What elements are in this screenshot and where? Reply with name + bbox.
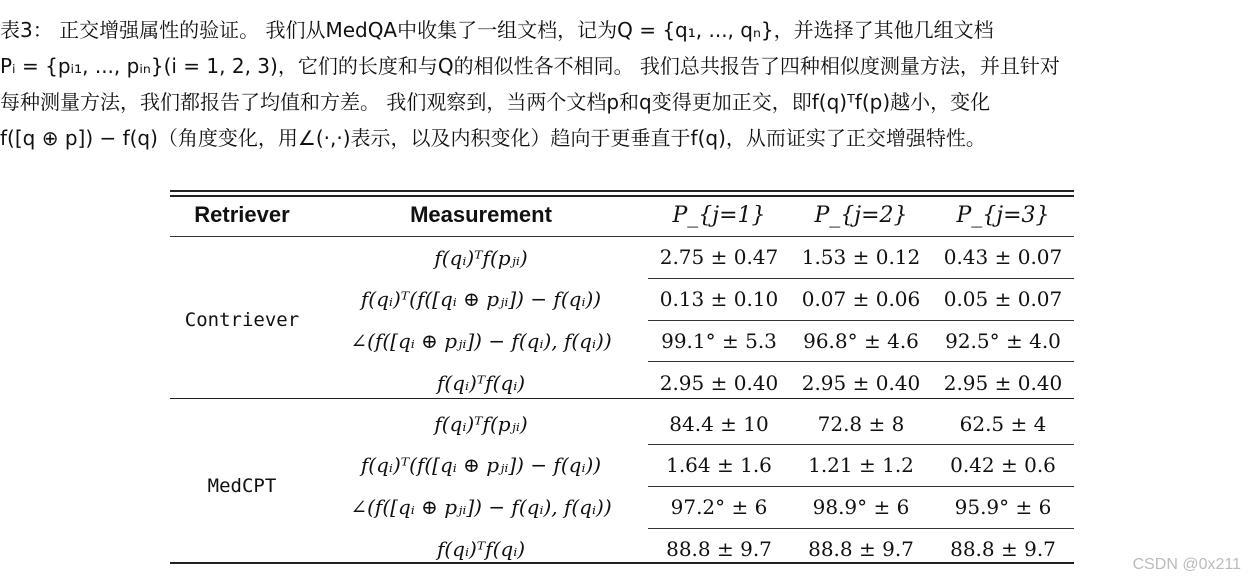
value-cell: 99.1° ± 5.3 <box>648 320 790 362</box>
table-top-rule <box>170 190 1074 192</box>
measurement-cell: f(qᵢ)ᵀf(pⱼᵢ) <box>434 245 528 270</box>
measurement-cell: f(qᵢ)ᵀf(qᵢ) <box>436 370 526 395</box>
caption-line: 每种测量方法，我们都报告了均值和方差。 我们观察到，当两个文档p和q变得更加正交，即f(q)ᵀf(p)越小，变化 <box>0 90 991 114</box>
table-row <box>170 403 1074 444</box>
value-cell: 92.5° ± 4.0 <box>932 320 1074 362</box>
value-cell: 0.13 ± 0.10 <box>648 278 790 320</box>
caption-line: 表3： 正交增强属性的验证。 我们从MedQA中收集了一组文档，记为Q = {q₁, ..., qₙ}，并选择了其他几组文档 <box>0 18 994 42</box>
measurement-cell: f(qᵢ)ᵀf(qᵢ) <box>436 536 526 561</box>
measurement-cell: f(qᵢ)ᵀ(f([qᵢ ⊕ pⱼᵢ]) − f(qᵢ)) <box>360 287 602 312</box>
value-cell: 2.95 ± 0.40 <box>790 362 932 403</box>
caption-line: f([q ⊕ p]) − f(q)（角度变化，用∠(·,·)表示，以及内积变化）趋向于更垂直于f(q)，从而证实了正交增强特性。 <box>0 126 986 150</box>
value-cell: 2.95 ± 0.40 <box>932 362 1074 403</box>
value-cell: 1.21 ± 1.2 <box>790 444 932 486</box>
value-cell: 84.4 ± 10 <box>669 411 769 436</box>
value-cell: 0.42 ± 0.6 <box>932 444 1074 486</box>
measurement-cell: ∠(f([qᵢ ⊕ pⱼᵢ]) − f(qᵢ), f(qᵢ)) <box>350 328 612 353</box>
caption-line: Pᵢ = {pᵢ₁, ..., pᵢₙ}(i = 1, 2, 3)，它们的长度和与Q的相似性各不相同。 我们总共报告了四种相似度测量方法，并且针对 <box>0 54 1060 78</box>
value-cell: 98.9° ± 6 <box>790 486 932 528</box>
table-header-row <box>170 194 1074 237</box>
value-cell: 97.2° ± 6 <box>648 486 790 528</box>
value-cell: 0.43 ± 0.07 <box>943 245 1063 270</box>
table-row <box>170 237 1074 279</box>
value-cell: 1.53 ± 0.12 <box>801 245 921 270</box>
value-cell: 96.8° ± 4.6 <box>790 320 932 362</box>
caption-paragraph <box>0 12 1249 156</box>
value-cell: 88.8 ± 9.7 <box>790 528 932 569</box>
value-cell: 1.64 ± 1.6 <box>648 444 790 486</box>
results-table <box>170 194 1074 569</box>
measurement-cell: f(qᵢ)ᵀ(f([qᵢ ⊕ pⱼᵢ]) − f(qᵢ)) <box>360 453 602 478</box>
retriever-cell: MedCPT <box>207 475 277 498</box>
value-cell: 95.9° ± 6 <box>932 486 1074 528</box>
value-cell: 2.95 ± 0.40 <box>648 362 790 403</box>
measurement-cell: ∠(f([qᵢ ⊕ pⱼᵢ]) − f(qᵢ), f(qᵢ)) <box>350 495 612 520</box>
header-p3: P_{j=3} <box>932 194 1074 237</box>
value-cell: 0.07 ± 0.06 <box>790 278 932 320</box>
watermark: CSDN @0x211 <box>1132 556 1241 573</box>
value-cell: 72.8 ± 8 <box>817 411 905 436</box>
value-cell: 2.75 ± 0.47 <box>659 245 779 270</box>
measurement-cell: f(qᵢ)ᵀf(pⱼᵢ) <box>434 411 528 436</box>
header-p2: P_{j=2} <box>790 194 932 237</box>
retriever-cell: Contriever <box>184 309 300 332</box>
header-measurement: Measurement <box>314 194 648 237</box>
header-p1: P_{j=1} <box>648 194 790 237</box>
value-cell: 0.05 ± 0.07 <box>932 278 1074 320</box>
value-cell: 62.5 ± 4 <box>959 411 1047 436</box>
value-cell: 88.8 ± 9.7 <box>932 528 1074 569</box>
value-cell: 88.8 ± 9.7 <box>648 528 790 569</box>
header-retriever: Retriever <box>170 194 314 237</box>
